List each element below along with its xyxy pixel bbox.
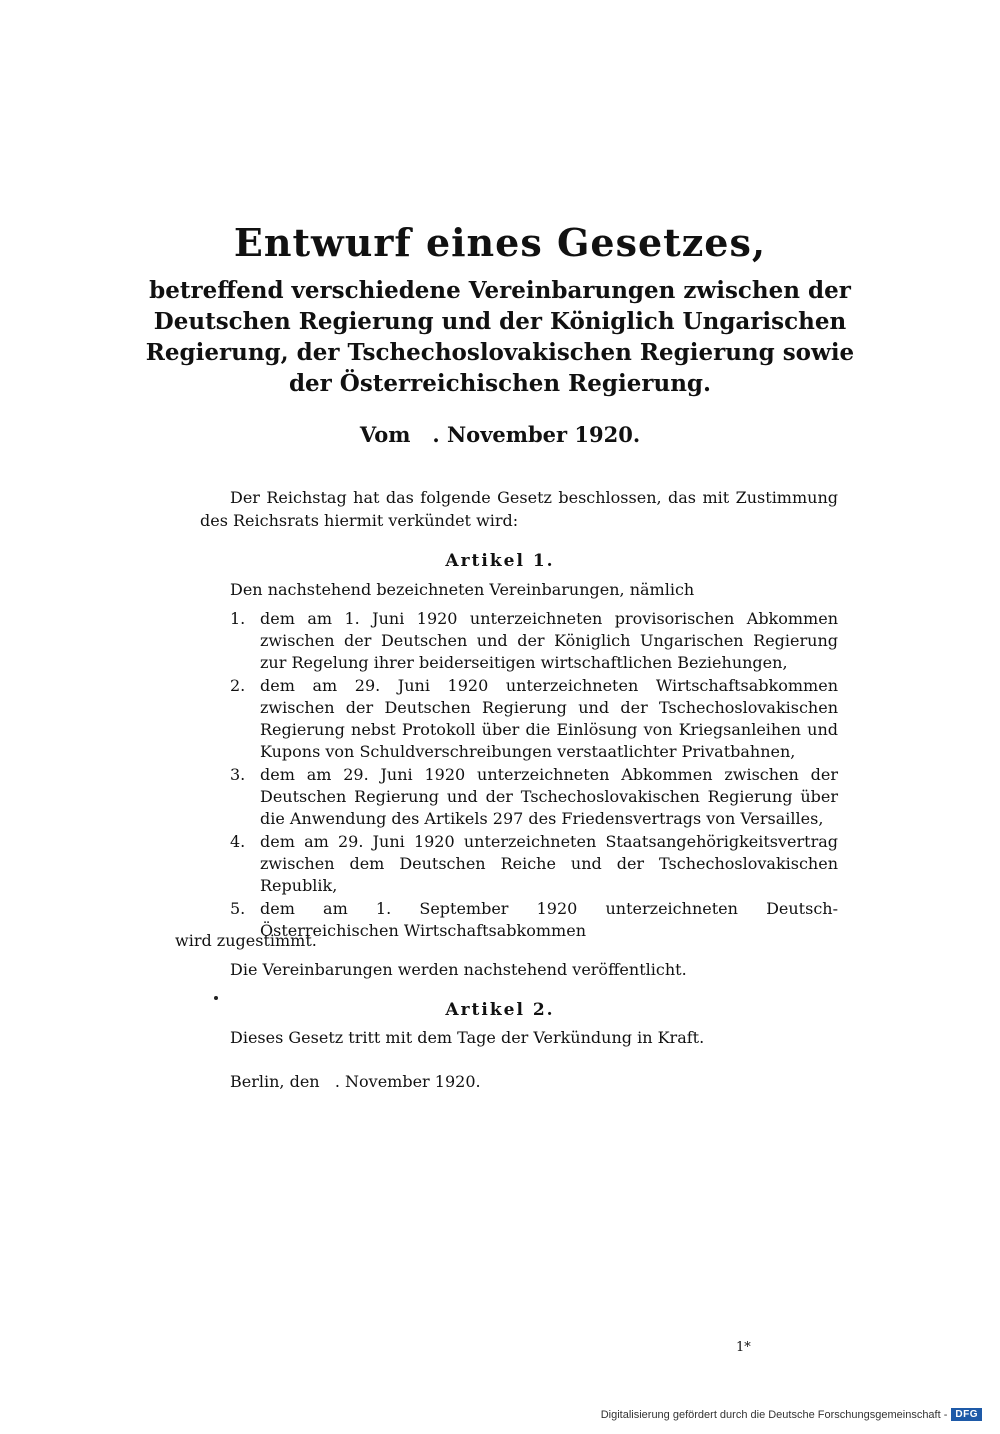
- list-item: [230, 898, 838, 942]
- list-item-number: 1.: [230, 609, 246, 628]
- list-item-text: dem am 29. Juni 1920 unterzeichneten Wirtschaftsabkommen zwischen der Deutschen Regierung und der Tschechoslovakischen Regierung nebst Protokoll über die Einlösung von Kriegsanleihen und Kupons von Schuldverschreibungen verstaatlichter Privatbahnen,: [260, 676, 838, 761]
- document-title: Entwurf eines Gesetzes,: [233, 220, 767, 265]
- dfg-logo-icon: DFG: [951, 1408, 982, 1421]
- list-item-number: 3.: [230, 765, 246, 784]
- footer-text: Digitalisierung gefördert durch die Deutsche Forschungsgemeinschaft -: [600, 1408, 948, 1421]
- article-2-text: Dieses Gesetz tritt mit dem Tage der Verkündung in Kraft.: [230, 1028, 705, 1047]
- list-item: [230, 608, 838, 674]
- list-item-number: 2.: [230, 676, 246, 695]
- list-item: [230, 675, 838, 763]
- publication-note: Die Vereinbarungen werden nachstehend veröffentlicht.: [230, 960, 687, 979]
- list-item-text: dem am 29. Juni 1920 unterzeichneten Staatsangehörigkeitsvertrag zwischen dem Deutschen Reiche und der Tschechoslovakischen Republik,: [260, 832, 838, 895]
- list-item-text: dem am 1. Juni 1920 unterzeichneten provisorischen Abkommen zwischen der Deutschen und der Königlich Ungarischen Regierung zur Regelung ihrer beiderseitigen wirtschaftlichen Beziehungen,: [260, 609, 838, 672]
- list-item-text: dem am 29. Juni 1920 unterzeichneten Abkommen zwischen der Deutschen Regierung und der Tschechoslovakischen Regierung über die Anwendung des Artikels 297 des Friedensvertrags von Versailles,: [260, 765, 838, 828]
- signature-line: Berlin, den . November 1920.: [230, 1072, 481, 1091]
- page-number: 1*: [736, 1340, 751, 1355]
- article-1-lead: Den nachstehend bezeichneten Vereinbarungen, nämlich: [230, 580, 695, 599]
- intro-line-2: des Reichsrats hiermit verkündet wird:: [200, 511, 519, 530]
- list-item-number: 5.: [230, 899, 246, 918]
- list-item: [230, 831, 838, 897]
- article-2-heading: Artikel 2.: [445, 1000, 555, 1020]
- article-1-heading: Artikel 1.: [445, 551, 555, 571]
- intro-line-1: Der Reichstag hat das folgende Gesetz beschlossen, das mit Zustimmung: [230, 488, 838, 507]
- date-line: Vom . November 1920.: [359, 422, 641, 447]
- document-subtitle: betreffend verschiedene Vereinbarungen zwischen der Deutschen Regierung und der Königlich Ungarischen Regierung, der Tschechoslovakischen Regierung sowie der Österreichischen Regierung.: [145, 277, 855, 397]
- list-item: [230, 764, 838, 830]
- article-1-closing: wird zugestimmt.: [175, 931, 317, 950]
- list-item-text: dem am 1. September 1920 unterzeichneten Deutsch-Österreichischen Wirtschaftsabkommen: [260, 899, 838, 940]
- agreements-list: [230, 608, 838, 943]
- intro-paragraph: [200, 486, 838, 532]
- list-item-number: 4.: [230, 832, 246, 851]
- digitization-footer: [601, 1408, 982, 1421]
